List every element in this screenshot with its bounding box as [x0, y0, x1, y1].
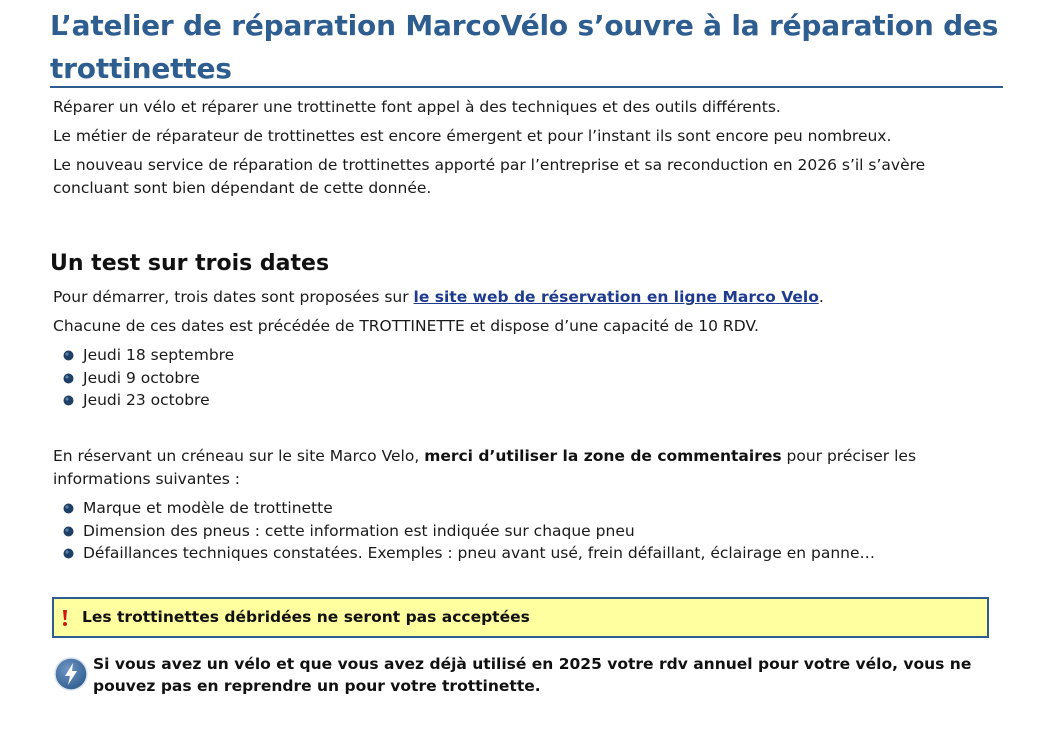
dates-intro-end: .	[818, 288, 824, 306]
booking-site-link[interactable]: le site web de réservation en ligne Marco Velo	[413, 288, 819, 306]
dates-intro-text: Pour démarrer, trois dates sont proposées sur	[53, 288, 414, 306]
capacity-paragraph: Chacune de ces dates est précédée de TROTTINETTE et dispose d’une capacité de 10 RDV.	[53, 317, 759, 335]
title-underline	[50, 86, 1003, 88]
intro-paragraph-1: Réparer un vélo et réparer une trottinette font appel à des techniques et des outils différents.	[53, 98, 781, 116]
booking-instructions-text: En réservant un créneau sur le site Marco Velo,	[53, 447, 425, 465]
booking-instructions-emphasis: merci d’utiliser la zone de commentaires	[424, 447, 782, 465]
bullet-icon	[63, 548, 74, 559]
list-item	[62, 542, 875, 565]
list-item	[62, 367, 234, 390]
list-item	[62, 497, 875, 520]
page-title: L’atelier de réparation MarcoVélo s’ouvre à la réparation des trottinettes	[50, 9, 999, 85]
bullet-icon	[63, 395, 74, 406]
lightning-bolt-icon	[54, 657, 88, 691]
bullet-icon	[63, 503, 74, 514]
dates-intro-paragraph	[53, 286, 953, 309]
intro-paragraph-2: Le métier de réparateur de trottinettes est encore émergent et pour l’instant ils sont encore peu nombreux.	[53, 127, 892, 145]
exclamation-icon	[59, 608, 71, 628]
date-label: Jeudi 18 septembre	[83, 346, 235, 364]
list-item	[62, 389, 234, 412]
warning-text: Les trottinettes débridées ne seront pas acceptées	[82, 608, 530, 626]
date-label: Jeudi 9 octobre	[83, 368, 200, 387]
bullet-icon	[63, 526, 74, 537]
bullet-icon	[63, 350, 74, 361]
note-text: Si vous avez un vélo et que vous avez déjà utilisé en 2025 votre rdv annuel pour votre vélo, vous ne pouvez pas en reprendre un pour votre trottinette.	[93, 655, 972, 695]
booking-instructions-end: pour préciser les informations suivantes :	[53, 447, 917, 488]
section-heading: Un test sur trois dates	[50, 251, 330, 276]
dates-list	[62, 344, 234, 412]
bullet-icon	[63, 373, 74, 384]
info-label: Défaillances techniques constatées. Exemples : pneu avant usé, frein défaillant, éclairage en panne…	[83, 544, 876, 562]
booking-instructions-paragraph	[53, 445, 953, 491]
date-label: Jeudi 23 octobre	[83, 391, 210, 409]
warning-callout	[52, 597, 989, 638]
info-label: Marque et modèle de trottinette	[83, 499, 333, 517]
info-list	[62, 497, 875, 565]
intro-paragraph-3: Le nouveau service de réparation de trottinettes apporté par l’entreprise et sa reconduction en 2026 s’il s’avère concluant sont bien dépendant de cette donnée.	[53, 156, 926, 197]
list-item	[62, 520, 875, 543]
list-item	[62, 344, 234, 367]
info-label: Dimension des pneus : cette information est indiquée sur chaque pneu	[83, 521, 635, 540]
